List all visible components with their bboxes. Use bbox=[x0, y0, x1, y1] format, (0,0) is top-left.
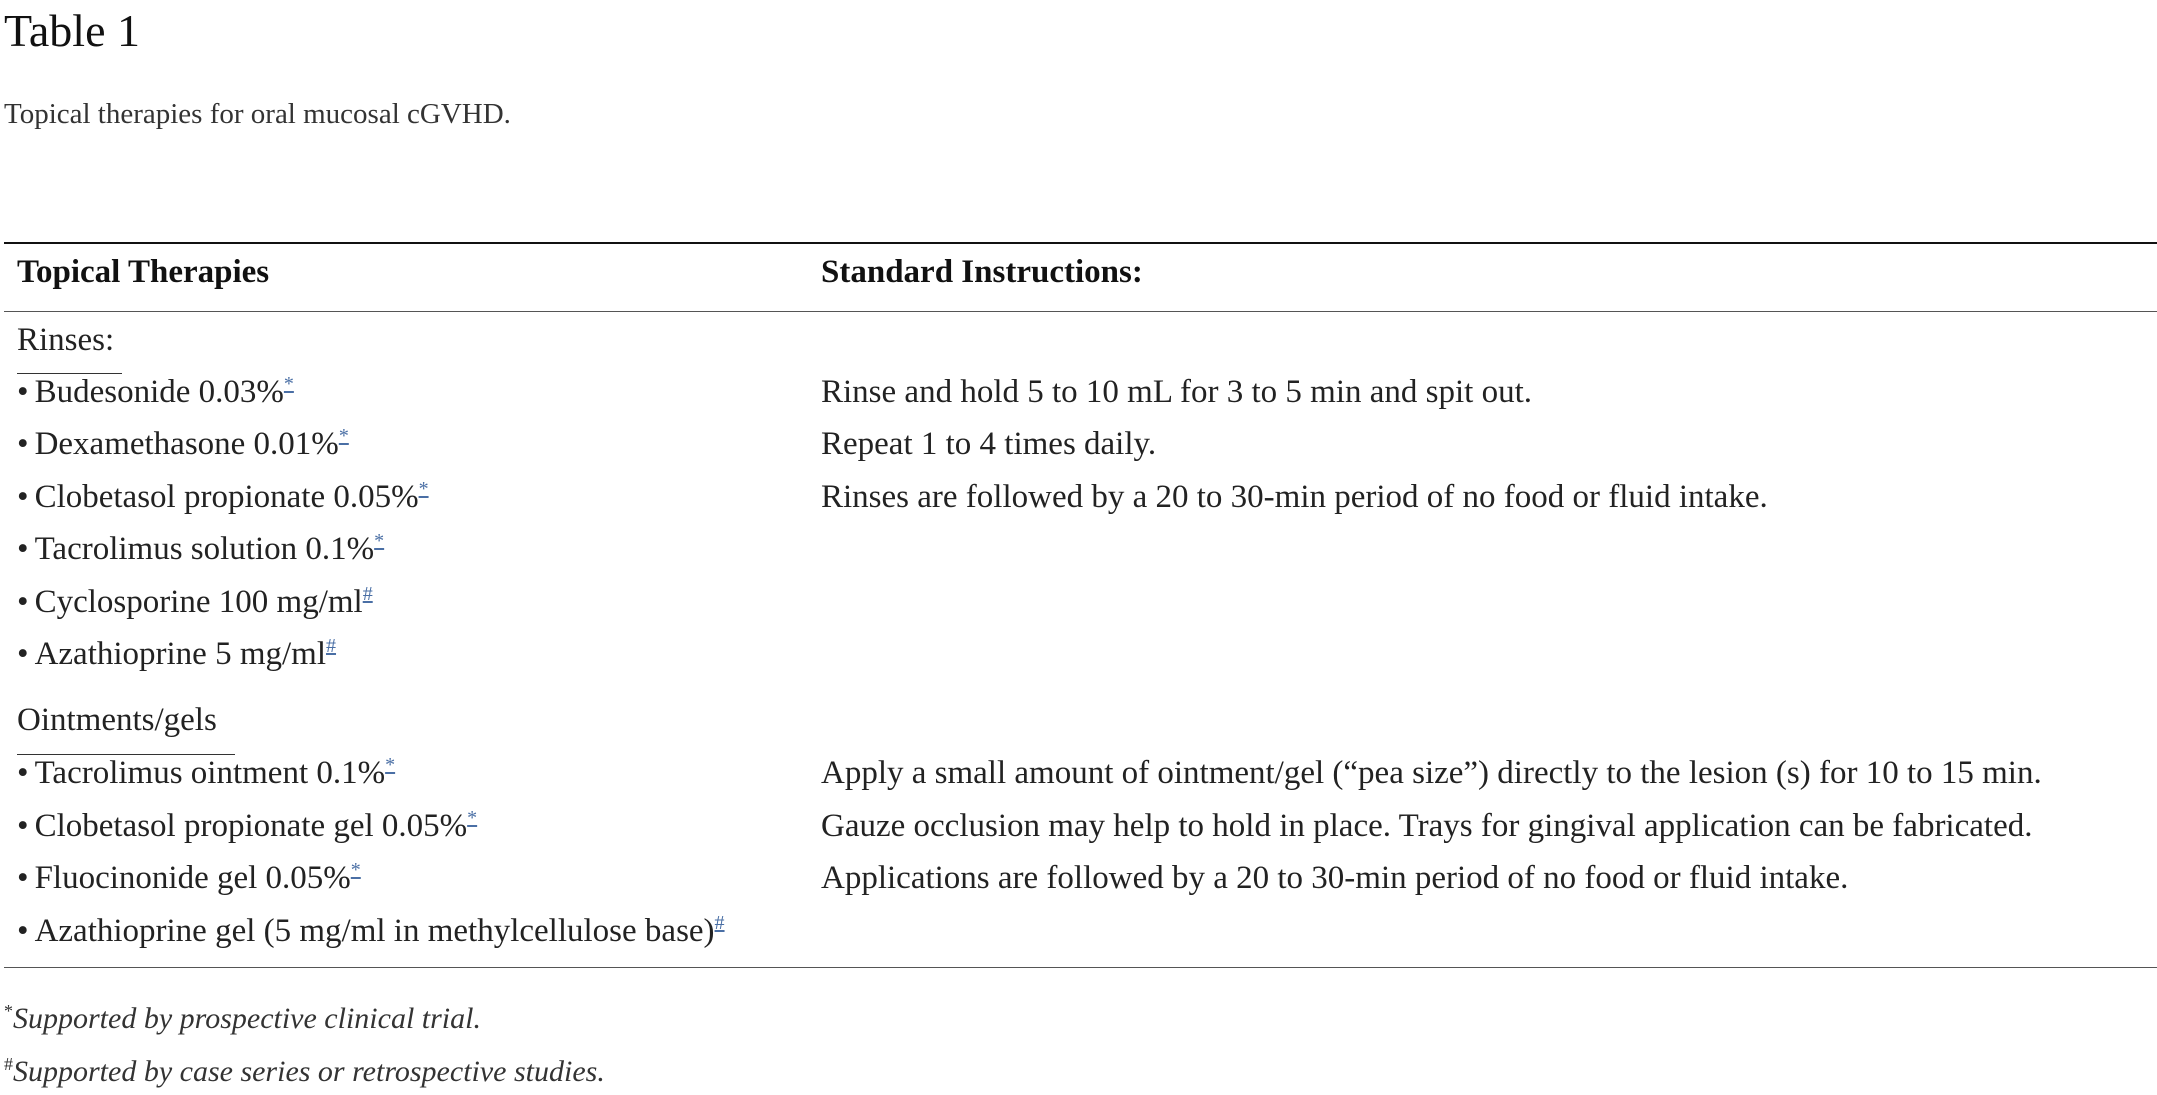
bullet-icon: • bbox=[17, 860, 29, 896]
footnote-link[interactable]: * bbox=[283, 373, 294, 395]
therapy-name: Clobetasol propionate gel 0.05% bbox=[34, 808, 468, 844]
therapy-name: Tacrolimus solution 0.1% bbox=[34, 531, 375, 567]
footnote-text: Supported by prospective clinical trial. bbox=[13, 1002, 481, 1035]
therapy-cell bbox=[17, 808, 477, 845]
footnote-mark: * bbox=[4, 1001, 13, 1021]
group-label-rinses: Rinses: bbox=[17, 322, 115, 358]
footnote-text: Supported by case series or retrospective studies. bbox=[13, 1055, 605, 1088]
footnote-link[interactable]: * bbox=[350, 859, 361, 881]
footnote bbox=[4, 1002, 481, 1036]
therapy-name: Tacrolimus ointment 0.1% bbox=[34, 755, 386, 791]
footnote-link[interactable]: # bbox=[362, 583, 373, 605]
therapy-cell bbox=[17, 636, 336, 673]
footnote-marker bbox=[284, 373, 294, 395]
footnote-marker bbox=[351, 859, 361, 881]
footnote-mark: # bbox=[4, 1054, 13, 1074]
footnote bbox=[4, 1055, 605, 1089]
instruction-cell: Repeat 1 to 4 times daily. bbox=[821, 426, 1157, 462]
therapy-cell bbox=[17, 374, 294, 411]
bullet-icon: • bbox=[17, 479, 29, 515]
footnote-marker bbox=[419, 478, 429, 500]
therapy-cell bbox=[17, 426, 349, 463]
bullet-icon: • bbox=[17, 426, 29, 462]
footnote-marker bbox=[467, 807, 477, 829]
therapy-name: Azathioprine 5 mg/ml bbox=[34, 636, 327, 672]
table-caption: Topical therapies for oral mucosal cGVHD. bbox=[4, 98, 511, 130]
top-rule bbox=[4, 242, 2157, 244]
footnote-link[interactable]: # bbox=[326, 635, 337, 657]
therapy-name: Azathioprine gel (5 mg/ml in methylcellulose base) bbox=[34, 913, 715, 949]
footnote-marker bbox=[339, 425, 349, 447]
therapy-name: Budesonide 0.03% bbox=[34, 374, 284, 410]
therapy-cell bbox=[17, 860, 361, 897]
footnote-marker bbox=[715, 912, 725, 934]
footnote-link[interactable]: * bbox=[338, 425, 349, 447]
therapy-cell bbox=[17, 755, 395, 792]
footnote-marker bbox=[374, 530, 384, 552]
footnote-link[interactable]: * bbox=[418, 478, 429, 500]
instruction-cell: Rinses are followed by a 20 to 30-min period of no food or fluid intake. bbox=[821, 479, 1768, 515]
footnote-link[interactable]: * bbox=[374, 530, 385, 552]
footnote-link[interactable]: * bbox=[385, 754, 396, 776]
therapy-name: Fluocinonide gel 0.05% bbox=[34, 860, 351, 896]
column-header-therapies: Topical Therapies bbox=[17, 254, 270, 290]
therapy-cell bbox=[17, 531, 384, 568]
bullet-icon: • bbox=[17, 584, 29, 620]
footnote-link[interactable]: * bbox=[467, 807, 478, 829]
instruction-cell: Rinse and hold 5 to 10 mL for 3 to 5 min and spit out. bbox=[821, 374, 1532, 410]
instruction-cell: Gauze occlusion may help to hold in place. Trays for gingival application can be fabricated. bbox=[821, 808, 2033, 844]
footnote-marker bbox=[385, 754, 395, 776]
instruction-cell: Apply a small amount of ointment/gel (“pea size”) directly to the lesion (s) for 10 to 15 min. bbox=[821, 755, 2042, 791]
bullet-icon: • bbox=[17, 808, 29, 844]
table-title: Table 1 bbox=[4, 5, 141, 56]
therapy-name: Dexamethasone 0.01% bbox=[34, 426, 339, 462]
bullet-icon: • bbox=[17, 531, 29, 567]
footnote-link[interactable]: # bbox=[714, 912, 725, 934]
therapy-name: Cyclosporine 100 mg/ml bbox=[34, 584, 363, 620]
bullet-icon: • bbox=[17, 755, 29, 791]
group-label-ointments-gels: Ointments/gels bbox=[17, 702, 217, 738]
therapy-cell bbox=[17, 913, 725, 950]
instruction-cell: Applications are followed by a 20 to 30-min period of no food or fluid intake. bbox=[821, 860, 1849, 896]
bullet-icon: • bbox=[17, 913, 29, 949]
header-rule bbox=[4, 311, 2157, 312]
therapy-cell bbox=[17, 479, 429, 516]
footnote-marker bbox=[363, 583, 373, 605]
bottom-rule bbox=[4, 967, 2157, 968]
therapy-cell bbox=[17, 584, 373, 621]
therapy-name: Clobetasol propionate 0.05% bbox=[34, 479, 419, 515]
footnote-marker bbox=[326, 635, 336, 657]
bullet-icon: • bbox=[17, 374, 29, 410]
bullet-icon: • bbox=[17, 636, 29, 672]
column-header-instructions: Standard Instructions: bbox=[821, 254, 1143, 290]
